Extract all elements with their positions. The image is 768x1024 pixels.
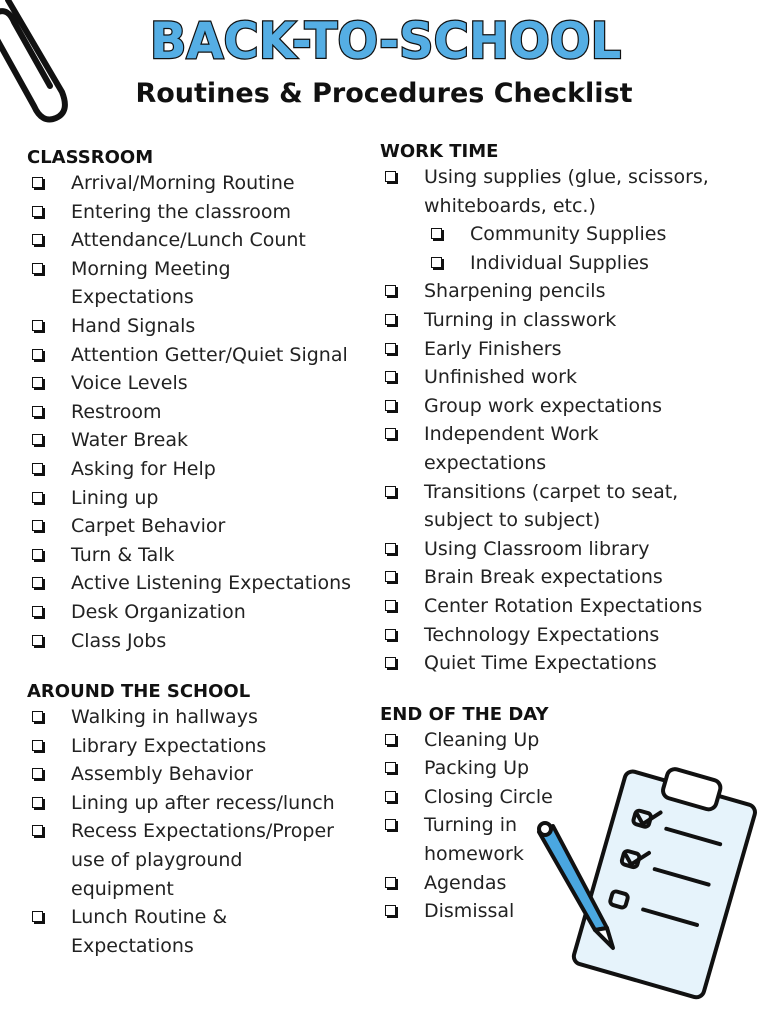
item-label: Voice Levels <box>71 372 188 395</box>
left-column <box>27 147 367 986</box>
checkbox-icon[interactable] <box>32 377 43 388</box>
checkbox-icon[interactable] <box>32 825 43 836</box>
checklist-item[interactable] <box>380 563 750 592</box>
checklist-item[interactable] <box>380 420 750 449</box>
checkbox-icon[interactable] <box>32 349 43 360</box>
checklist <box>380 163 750 678</box>
checkbox-icon[interactable] <box>32 234 43 245</box>
item-label: Arrival/Morning Routine <box>71 172 295 194</box>
checklist-item[interactable] <box>380 277 750 306</box>
item-label: Asking for Help <box>71 457 216 480</box>
checklist <box>27 169 367 655</box>
item-label: Active Listening Expectations <box>71 572 352 595</box>
checklist-item-continued <box>27 932 367 961</box>
checkbox-icon[interactable] <box>32 263 43 274</box>
checklist-item[interactable] <box>27 512 367 541</box>
checklist-subitem[interactable] <box>380 249 750 278</box>
checkbox-icon[interactable] <box>32 206 43 217</box>
section-heading: WORK TIME <box>380 141 499 162</box>
checklist-item-continued <box>380 192 750 221</box>
checklist-item-continued <box>27 283 367 312</box>
item-label: Independent Work <box>424 423 599 446</box>
checklist-item[interactable] <box>27 541 367 570</box>
item-label: Assembly Behavior <box>71 763 253 786</box>
item-label: Individual Supplies <box>470 251 649 274</box>
checkbox-icon[interactable] <box>385 543 396 554</box>
item-label: Group work expectations <box>424 394 663 417</box>
page-subtitle: Routines & Procedures Checklist <box>135 78 633 109</box>
page-title: BACK-TO-SCHOOL <box>150 12 622 70</box>
item-label: Using Classroom library <box>424 537 650 560</box>
item-label: Early Finishers <box>424 337 562 360</box>
checklist-item[interactable] <box>380 535 750 564</box>
checklist-item[interactable] <box>380 592 750 621</box>
checklist-item-continued <box>27 846 367 875</box>
checklist-item-continued <box>27 875 367 904</box>
checklist-item[interactable] <box>27 732 367 761</box>
checkbox-icon[interactable] <box>32 177 43 188</box>
checklist-item[interactable] <box>27 198 367 227</box>
checklist-item[interactable] <box>380 392 750 421</box>
item-label: Desk Organization <box>71 600 246 623</box>
checklist-item[interactable] <box>27 369 367 398</box>
checkbox-icon[interactable] <box>32 740 43 751</box>
item-label: Turn & Talk <box>71 543 175 566</box>
item-label: Lining up after recess/lunch <box>71 791 335 814</box>
checklist-item[interactable] <box>27 703 367 732</box>
checklist-item[interactable] <box>27 398 367 427</box>
checkbox-icon[interactable] <box>32 520 43 531</box>
checklist-item[interactable] <box>27 426 367 455</box>
checklist-item[interactable] <box>27 569 367 598</box>
item-label: Turning in classwork <box>424 308 617 331</box>
item-label: Walking in hallways <box>71 706 258 729</box>
checkbox-icon[interactable] <box>32 320 43 331</box>
item-label: equipment <box>71 877 174 900</box>
item-label: Center Rotation Expectations <box>424 594 703 617</box>
checklist-item[interactable] <box>27 255 367 284</box>
checklist-item[interactable] <box>27 903 367 932</box>
item-label: Morning Meeting <box>71 257 231 280</box>
checklist-item[interactable] <box>27 169 367 198</box>
item-label: Closing Circle <box>424 785 553 808</box>
checklist-item[interactable] <box>27 484 367 513</box>
section-work-time <box>380 141 750 678</box>
checkbox-icon[interactable] <box>385 285 396 296</box>
item-label: Recess Expectations/Proper <box>71 820 334 843</box>
item-label: Class Jobs <box>71 629 167 652</box>
checkbox-icon[interactable] <box>431 228 442 239</box>
item-label: Entering the classroom <box>71 200 291 223</box>
item-label: Lining up <box>71 486 159 509</box>
item-label: Quiet Time Expectations <box>424 652 657 675</box>
item-label: Hand Signals <box>71 314 196 337</box>
checklist-item[interactable] <box>27 455 367 484</box>
checkbox-icon[interactable] <box>385 734 396 745</box>
checkbox-icon[interactable] <box>32 577 43 588</box>
item-label: Dismissal <box>424 900 515 923</box>
section-classroom <box>27 147 367 655</box>
item-label: Transitions (carpet to seat, <box>424 480 679 503</box>
item-label: Sharpening pencils <box>424 280 606 303</box>
checklist-item[interactable] <box>380 335 750 364</box>
checklist-item[interactable] <box>27 226 367 255</box>
item-label: whiteboards, etc.) <box>424 194 596 217</box>
checklist-item[interactable] <box>27 789 367 818</box>
checklist-item[interactable] <box>380 306 750 335</box>
checkbox-icon[interactable] <box>385 171 396 182</box>
item-label: Lunch Routine & <box>71 906 228 929</box>
checkbox-icon[interactable] <box>385 486 396 497</box>
item-label: Turning in <box>424 814 518 837</box>
checkbox-icon[interactable] <box>385 343 396 354</box>
clipboard-checklist-icon <box>525 760 765 1010</box>
checkbox-icon[interactable] <box>385 762 396 773</box>
item-label: Carpet Behavior <box>71 515 226 538</box>
item-label: Brain Break expectations <box>424 566 663 589</box>
item-label: Expectations <box>71 934 194 957</box>
checkbox-icon[interactable] <box>32 711 43 722</box>
item-label: Packing Up <box>424 757 530 780</box>
checkbox-icon[interactable] <box>32 434 43 445</box>
checkbox-icon[interactable] <box>385 400 396 411</box>
item-label: Community Supplies <box>470 223 667 246</box>
checkbox-icon[interactable] <box>32 549 43 560</box>
checkbox-icon[interactable] <box>385 819 396 830</box>
checkbox-icon[interactable] <box>385 600 396 611</box>
checklist-item[interactable] <box>27 312 367 341</box>
checklist-item-continued <box>380 449 750 478</box>
checkbox-icon[interactable] <box>385 371 396 382</box>
checkbox-icon[interactable] <box>385 428 396 439</box>
checklist-item[interactable] <box>27 760 367 789</box>
item-label: Technology Expectations <box>424 623 660 646</box>
checkbox-icon[interactable] <box>385 905 396 916</box>
item-label: Restroom <box>71 400 162 423</box>
page-header <box>0 12 768 110</box>
section-heading: END OF THE DAY <box>380 703 549 725</box>
checkbox-icon[interactable] <box>385 629 396 640</box>
item-label: Using supplies (glue, scissors, <box>424 166 709 188</box>
checkbox-icon[interactable] <box>32 492 43 503</box>
checkbox-icon[interactable] <box>431 257 442 268</box>
item-label: use of playground <box>71 849 243 872</box>
item-label: expectations <box>424 451 547 474</box>
checkbox-icon[interactable] <box>32 768 43 779</box>
checklist-item[interactable] <box>27 627 367 656</box>
checkbox-icon[interactable] <box>32 911 43 922</box>
item-label: Cleaning Up <box>424 728 540 751</box>
item-label: Agendas <box>424 871 507 894</box>
checkbox-icon[interactable] <box>385 791 396 802</box>
checkbox-icon[interactable] <box>32 606 43 617</box>
checklist-item[interactable] <box>380 163 750 192</box>
section-heading: AROUND THE SCHOOL <box>27 681 251 703</box>
item-label: Library Expectations <box>71 734 267 757</box>
checkbox-icon[interactable] <box>32 406 43 417</box>
checkbox-icon[interactable] <box>32 635 43 646</box>
checklist-item[interactable] <box>27 598 367 627</box>
checklist-subitem[interactable] <box>380 220 750 249</box>
checklist-item[interactable] <box>380 649 750 678</box>
checkbox-icon[interactable] <box>385 314 396 325</box>
item-label: Attention Getter/Quiet Signal <box>71 343 348 366</box>
checklist <box>27 703 367 960</box>
checklist-item[interactable] <box>27 341 367 370</box>
item-label: Attendance/Lunch Count <box>71 229 306 252</box>
checkbox-icon[interactable] <box>385 571 396 582</box>
checkbox-icon[interactable] <box>32 463 43 474</box>
checklist-item[interactable] <box>27 817 367 846</box>
item-label: subject to subject) <box>424 509 601 532</box>
checkbox-icon[interactable] <box>385 657 396 668</box>
checklist-item[interactable] <box>380 726 750 755</box>
checklist-item-continued <box>380 506 750 535</box>
checklist-item[interactable] <box>380 478 750 507</box>
checklist-item[interactable] <box>380 363 750 392</box>
section-heading: CLASSROOM <box>27 147 154 168</box>
item-label: Water Break <box>71 429 188 452</box>
checkbox-icon[interactable] <box>32 797 43 808</box>
checklist-item[interactable] <box>380 621 750 650</box>
item-label: Unfinished work <box>424 366 577 389</box>
section-around-the-school <box>27 681 367 960</box>
checkbox-icon[interactable] <box>385 877 396 888</box>
item-label: homework <box>424 843 524 866</box>
item-label: Expectations <box>71 286 194 309</box>
